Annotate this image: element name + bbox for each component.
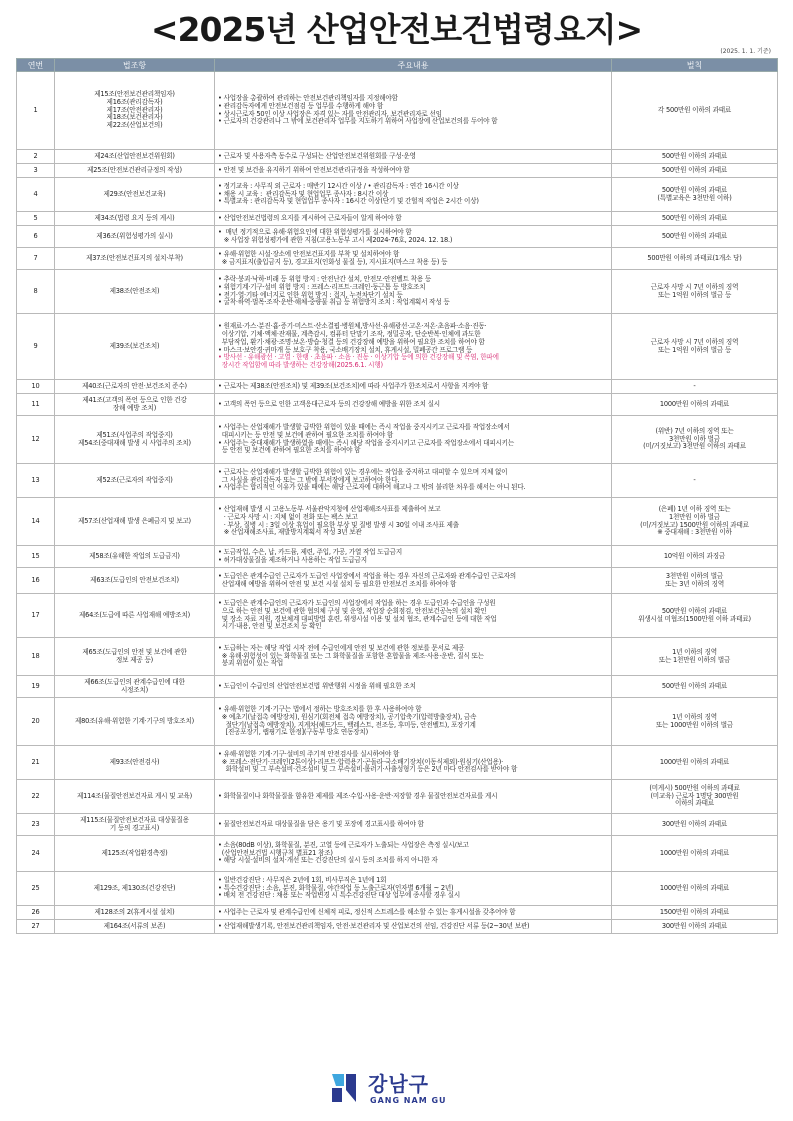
row-number: 7 [17, 248, 55, 270]
penalty [612, 594, 778, 638]
penalty [612, 270, 778, 314]
main-content-line: • 도급인이 수급인의 산업안전보건법 위반행위 시정을 위해 필요한 조치 [218, 681, 416, 690]
main-content-line: • 마스크·보안경·귀마개 등 보호구 착용, 국소배기장치 설치, 휴게시설, 밀폐공간 프로그램 등 [218, 345, 473, 354]
main-content-line: • 방사선 · 유해광선 · 고열 · 한랭 · 초음파 · 소음 · 진동 · 이상기압 등에 의한 건강장해 및 폭염, 한파에 [218, 353, 499, 362]
law-article [55, 836, 215, 872]
law-article [55, 698, 215, 746]
main-content-line: ※ 프레스·전단기·크레인(2톤이상)·리프트·압력용기·곤돌라·국소배기장치(이동식제외)·원심기(산업용)· [218, 757, 504, 766]
penalty [612, 178, 778, 212]
main-content [215, 314, 612, 380]
main-content [215, 836, 612, 872]
row-number: 23 [17, 814, 55, 836]
main-content-line: • 사업주는 산업재해가 발생할 급박한 위험이 있을 때에는 즉시 작업을 중지시키고 근로자를 작업장소에서 [218, 422, 510, 431]
main-content-line: 화학설비 및 그 부속설비·건조설비 및 그 부속설비·롤러기·사출성형기 등은 2년 마다 안전검사를 받아야 함 [218, 765, 518, 774]
law-article [55, 906, 215, 920]
main-content-line: 및 장소 자료 지원, 경보체계 대피방법 훈련, 위생시설 이용 및 설치 협조, 관계수급인 등에 대한 작업 [218, 614, 497, 623]
penalty [612, 638, 778, 676]
law-article [55, 150, 215, 164]
main-content-line: • 원재료·가스·분진·흄·증기·미스트·산소결핍·병원체,방사선·유해광선·고온·저온·초음파·소음·진동· [218, 322, 487, 331]
law-article-line: 시정조치) [120, 685, 149, 694]
main-content [215, 594, 612, 638]
header-penalty: 벌칙 [612, 59, 778, 72]
main-content-line: • 유해·위험한 기계·기구는 법에서 정하는 방호조치를 한 후 사용하여야 함 [218, 704, 422, 713]
row-number: 6 [17, 226, 55, 248]
penalty-line: 1500만원 이하의 과태료 [659, 907, 730, 916]
table-row [17, 394, 778, 416]
law-article-line: 제129조, 제130조(건강진단) [93, 883, 176, 892]
main-content-line: [진공포장기, 랩핑기로 한정](구동부 방호 연동장치) [218, 728, 368, 737]
main-content-line: • 해당 시설·설비의 설치·개선 또는 건강진단의 실시 등의 조치를 하지 아니한 자 [218, 856, 438, 865]
main-content-line: 그 사실을 관리감독자 또는 그 밖에 부서장에게 보고하여야 한다. [218, 475, 400, 484]
gangnam-logo [326, 1064, 466, 1114]
law-article-line: 제52조(근로자의 작업중지) [96, 475, 173, 484]
penalty-line: (위반) 7년 이하의 징역 또는 [655, 426, 734, 435]
table-header-row [17, 59, 778, 72]
law-article-line: 제24조(산업안전보건위원회) [94, 151, 175, 160]
main-content-line: 붕괴 위험이 있는 작업 [218, 659, 284, 668]
penalty-line: 1000만원 이하의 과태료 [659, 848, 730, 857]
main-content [215, 906, 612, 920]
law-article [55, 594, 215, 638]
law-article-line: 제63조(도급인의 안전보건조치) [90, 575, 179, 584]
main-content [215, 746, 612, 780]
main-content-line: • 도급하는 자는 해당 작업 시작 전에 수급인에게 안전 및 보건에 관한 정보를 문서로 제공 [218, 643, 465, 652]
penalty-line: 근로자 사망 시 7년 이하의 징역 [650, 282, 739, 291]
penalty-line: (미교육) 근로자 1명당 300만원 [650, 791, 739, 800]
law-article [55, 638, 215, 676]
row-number: 22 [17, 780, 55, 814]
law-article [55, 780, 215, 814]
law-article-line: 제65조(도급인의 안전 및 보건에 관한 [82, 647, 187, 656]
main-content-line: • 도급인은 관계수급인 근로자가 도급인 사업장에서 작업을 하는 경우 자신의 근로자와 관계수급인 근로자의 [218, 571, 516, 580]
penalty-line: 300만원 이하의 과태료 [661, 819, 728, 828]
main-content-line: · 근로자 사망 시 : 지체 없이 전화 또는 팩스 보고 [218, 512, 358, 521]
penalty-line: 3천만원 이하의 벌금 [665, 571, 724, 580]
penalty [612, 464, 778, 498]
table-row [17, 594, 778, 638]
law-article-line: 제15조(안전보건관리책임자) [94, 90, 175, 99]
main-content-line: 등 안전 및 보건에 관하여 필요한 조치를 하여야 함 [218, 446, 361, 455]
table-row [17, 872, 778, 906]
penalty [612, 836, 778, 872]
table-row [17, 814, 778, 836]
table-row [17, 638, 778, 676]
penalty [612, 498, 778, 546]
row-number: 19 [17, 676, 55, 698]
penalty-line: (특별교육은 3천만원 이하) [657, 193, 732, 202]
main-content [215, 676, 612, 698]
row-number: 2 [17, 150, 55, 164]
law-article-line: 제51조(사업주의 작업중지) [96, 430, 173, 439]
law-article [55, 676, 215, 698]
main-content-line: • 상시근로자 50인 이상 사업장은 자격 있는 자를 안전관리자, 보건관리자로 선임 [218, 109, 442, 118]
table-row [17, 464, 778, 498]
penalty-line: 500만원 이하의 과태료 [661, 231, 728, 240]
law-article-line: 제38조(안전조치) [109, 286, 160, 295]
table-row [17, 746, 778, 780]
main-content-line: • 특별교육 : 관리감독자 및 현업업무 종사자 : 16시간 이상(단기 및 간헐적 작업은 2시간 이상) [218, 197, 479, 206]
table-row [17, 780, 778, 814]
penalty-line: (미/거짓보고) 3천만원 이하의 과태료 [643, 442, 746, 451]
main-content [215, 248, 612, 270]
penalty [612, 698, 778, 746]
main-content-line: • 추락·붕괴·낙하·비래 등 위험 방지 : 안전난간 설치, 안전모·안전벨트 착용 등 [218, 274, 432, 283]
main-content-line: ※ 사업장 위험성평가에 관한 지침(고용노동부 고시 제2024-76호, 2024. 12. 18.) [218, 235, 453, 244]
table-row [17, 270, 778, 314]
law-article [55, 394, 215, 416]
law-article [55, 568, 215, 594]
law-table [16, 58, 778, 934]
main-content-line: • 관리감독자에게 안전보건점검 등 업무를 수행하게 해야 함 [218, 101, 384, 110]
penalty-line: 또는 1억원 이하의 벌금 등 [657, 290, 732, 299]
main-content-line: • 일반건강진단 : 사무직은 2년에 1회, 비사무직은 1년에 1회 [218, 875, 387, 884]
table-row [17, 906, 778, 920]
law-article-line: 제128조의 2(휴게시설 설치) [94, 907, 175, 916]
main-content-line: • 배치 전 건강진단 : 채용 또는 작업변경 시 특수건강진단 대상 업무에 종사할 경우 실시 [218, 891, 461, 900]
penalty-line: 위생시설 미협조(1500만원 이하 과태료) [638, 614, 751, 623]
penalty-line: - [693, 475, 696, 484]
law-article-line: 제64조(도급에 따른 사업재해 예방조치) [79, 610, 190, 619]
header-law: 법조항 [55, 59, 215, 72]
main-content [215, 150, 612, 164]
main-content-line: • 굴착·하역·벌목·조작·운반·해체·중량물 취급 등 위험방지 조치 : 작업계획서 작성 등 [218, 298, 450, 307]
law-article-line: 제114조(물질안전보건자료 게시 및 교육) [77, 791, 192, 800]
main-content-line: • 채용 시 교육 : 관리감독자 및 현업업무 종사자 : 8시간 이상 [218, 189, 389, 198]
penalty-line: 1년 이하의 징역 [672, 647, 717, 656]
logo-subtext: GANG NAM GU [370, 1096, 447, 1105]
main-content [215, 872, 612, 906]
penalty-line: 이하의 과태료 [675, 799, 714, 808]
main-content-line: • 근로자의 건강관리나 그 밖에 보건관리자 업무를 지도하기 위하여 사업장에 산업보건의를 두어야 함 [218, 117, 498, 126]
penalty-line: 500만원 이하의 과태료 [661, 151, 728, 160]
main-content-line: • 산업재해발생기록, 안전보건관리책임자, 안전·보건관리자 및 산업보건의 선임, 건강진단 서류 등(2~30년 보관) [218, 921, 530, 930]
row-number: 17 [17, 594, 55, 638]
penalty [612, 248, 778, 270]
table-row [17, 498, 778, 546]
table-row [17, 416, 778, 464]
law-article [55, 178, 215, 212]
penalty-line: 500만원 이하의 과태료 [661, 606, 728, 615]
penalty [612, 906, 778, 920]
row-number: 13 [17, 464, 55, 498]
main-content [215, 780, 612, 814]
law-article-line: 제80조(유해·위험한 기계·기구의 방호조치) [74, 716, 195, 725]
main-content [215, 498, 612, 546]
table-row [17, 248, 778, 270]
row-number: 21 [17, 746, 55, 780]
penalty-line: - [693, 381, 696, 390]
row-number: 20 [17, 698, 55, 746]
main-content [215, 226, 612, 248]
table-row [17, 568, 778, 594]
main-content-line: • 안전 및 보건을 유지하기 위하여 안전보건관리규정을 작성하여야 함 [218, 165, 410, 174]
law-article [55, 380, 215, 394]
table-row [17, 72, 778, 150]
penalty-line: 근로자 사망 시 7년 이하의 징역 [650, 337, 739, 346]
law-article [55, 872, 215, 906]
law-article-line: 기 등의 경고표시) [109, 823, 160, 832]
law-article [55, 416, 215, 464]
row-number: 24 [17, 836, 55, 872]
main-content-line: • 사업주는 근로자 및 관계수급인에 신체적 피로, 정신적 스트레스를 해소할 수 있는 휴게시설을 갖추어야 함 [218, 907, 516, 916]
law-article [55, 226, 215, 248]
penalty-line: 1000만원 이하의 과태료 [659, 883, 730, 892]
penalty-line: 10억원 이하의 과징금 [663, 551, 726, 560]
penalty-line: ※ 중대재해 : 3천만원 이하 [657, 528, 732, 537]
row-number: 11 [17, 394, 55, 416]
penalty-line: 1천만원 이하 벌금 [669, 512, 720, 521]
law-article-line: 제41조(고객의 폭언 등으로 인한 건강 [82, 395, 187, 404]
penalty-line: 300만원 이하의 과태료 [661, 921, 728, 930]
logo-text: 강남구 [368, 1072, 429, 1096]
main-content-line: • 근로자는 제38조(안전조치) 및 제39조(보건조치)에 따라 사업주가 한조치로서 사항을 지켜야 함 [218, 381, 489, 390]
law-article [55, 814, 215, 836]
law-article-line: 제22조(산업보건의) [106, 121, 163, 130]
law-article [55, 920, 215, 934]
table-row [17, 920, 778, 934]
law-article [55, 270, 215, 314]
main-content-line: ※ 산업재해조사표, 재발방지계획서 작성 3년 보관 [218, 528, 362, 537]
header-main: 주요내용 [215, 59, 612, 72]
main-content [215, 164, 612, 178]
law-article-line: 제29조(안전보건교육) [103, 189, 166, 198]
row-number: 5 [17, 212, 55, 226]
table-body [17, 72, 778, 934]
main-content-line: (산업안전보건법 시행규칙 별표21 참조) [218, 848, 333, 857]
penalty [612, 780, 778, 814]
main-content-line: 이상기압, 기체·액체·잔재물, 계측감시, 컴퓨터 단말기 조작, 정밀공작, 단순반복·인체에 과도한 [218, 329, 481, 338]
row-number: 15 [17, 546, 55, 568]
main-content-line: • 유해·위험한 시설·장소에 안전보건표지를 부착 및 설치하여야 함 [218, 249, 400, 258]
penalty-line: (은폐) 1년 이하 징역 또는 [658, 504, 731, 513]
law-article [55, 248, 215, 270]
table-row [17, 380, 778, 394]
main-content-line: ※ 금지표지(출입금지 등), 경고표지(인화성 물질 등), 지시표지(마스크 착용 등) 등 [218, 257, 448, 266]
penalty [612, 546, 778, 568]
main-content-line: • 사업주는 합리적인 이유가 있을 때에는 해당 근로자에 대하여 해고나 그 밖의 불리한 처우를 해서는 아니 된다. [218, 483, 526, 492]
row-number: 26 [17, 906, 55, 920]
row-number: 12 [17, 416, 55, 464]
main-content [215, 814, 612, 836]
main-content-line: • 도금작업, 수은, 납, 카드뮴, 제련, 주입, 가공, 가열 작업 도급금지 [218, 547, 402, 556]
table-row [17, 178, 778, 212]
main-content [215, 546, 612, 568]
main-content [215, 698, 612, 746]
main-content-line: • 유해·위험한 기계·기구·설비의 주기적 안전검사를 실시하여야 함 [218, 749, 400, 758]
row-number: 18 [17, 638, 55, 676]
main-content [215, 920, 612, 934]
main-content-line: • 도급인은 관계수급인의 근로자가 도급인의 사업장에서 작업을 하는 경우 도급인과 수급인을 구성원 [218, 598, 496, 607]
law-article-line: 제66조(도급인의 관계수급인에 대한 [84, 677, 185, 686]
penalty [612, 746, 778, 780]
penalty [612, 568, 778, 594]
main-content-line: 장시간 작업함에 따라 발생하는 건강장해(2025.6.1. 시행) [218, 361, 383, 370]
penalty-line: 또는 3년 이하의 징역 [664, 579, 725, 588]
penalty-line: 1000만원 이하의 과태료 [659, 757, 730, 766]
penalty-line: 1년 이하의 징역 [672, 712, 717, 721]
law-article-line: 제125조(작업환경측정) [101, 848, 168, 857]
law-article-line: 장해 예방 조치) [112, 403, 157, 412]
law-article-line: 제37조(안전보건표지의 설치·부착) [86, 253, 183, 262]
penalty-line: 3천만원 이하 벌금 [669, 434, 720, 443]
footer [0, 1064, 793, 1114]
penalty-line: 1000만원 이하의 과태료 [659, 399, 730, 408]
law-article-line: 정보 제공 등) [115, 655, 153, 664]
penalty [612, 394, 778, 416]
law-article-line: 제16조(관리감독자) [106, 97, 163, 106]
penalty [612, 920, 778, 934]
law-article-line: 제54조(중대재해 발생 시 사업주의 조치) [78, 438, 191, 447]
main-content [215, 568, 612, 594]
main-content-line: 절단기(날접촉 예방장치), 지게차(헤드가드, 백레스트, 전조등, 후미등, 안전벨트), 포장기계 [218, 720, 476, 729]
law-article-line: 제36조(위험성평가의 실시) [96, 231, 173, 240]
penalty [612, 212, 778, 226]
row-number: 27 [17, 920, 55, 934]
table-row [17, 226, 778, 248]
main-content-line: 시기·내용, 안전 및 보건조치 등 확인 [218, 622, 322, 631]
main-content-line: • 사업주는 중대재해가 발생하였을 때에는 즉시 해당 작업을 중지시키고 근로자를 작업장소에서 대피시키는 [218, 438, 515, 447]
law-article-line: 제34조(법령 요지 등의 게시) [94, 213, 175, 222]
main-content [215, 212, 612, 226]
table-row [17, 314, 778, 380]
law-article-line: 제39조(보건조치) [109, 341, 160, 350]
main-content [215, 638, 612, 676]
main-content [215, 416, 612, 464]
main-content-line: • 물질안전보건자료 대상물질을 담은 용기 및 포장에 경고표시를 하여야 함 [218, 819, 424, 828]
penalty-line: 500만원 이하의 과태료 [661, 165, 728, 174]
penalty [612, 380, 778, 394]
penalty-line: 또는 1000만원 이하의 벌금 [655, 720, 734, 729]
penalty-line: 500만원 이하의 과태료 [661, 681, 728, 690]
law-article [55, 498, 215, 546]
penalty [612, 72, 778, 150]
law-article-line: 제93조(안전검사) [109, 757, 160, 766]
main-content-line: • 산업재해 발생 시 고용노동부 서울관악지청에 산업재해조사표를 제출하여 보고 [218, 504, 441, 513]
row-number: 25 [17, 872, 55, 906]
main-content-line: • 소음(80dB 이상), 화학물질, 분진, 고열 등에 근로자가 노출되는 사업장은 측정 실시/보고 [218, 840, 469, 849]
row-number: 8 [17, 270, 55, 314]
row-number: 3 [17, 164, 55, 178]
row-number: 4 [17, 178, 55, 212]
main-content [215, 270, 612, 314]
main-content-line: 으로 하는 안전 및 보건에 관한 협의체 구성 및 운영, 작업장 순회점검, 안전보건공녹의 설치 확인 [218, 606, 487, 615]
table-row [17, 546, 778, 568]
row-number: 16 [17, 568, 55, 594]
main-content-line: ※ 예초기(날접촉 예방장치), 원심기(회전체 접촉 예방장치), 공기압축기(압력방출장치), 금속 [218, 712, 477, 721]
main-content-line: · 부상, 질병 시 : 3일 이상 휴업이 필요한 부상 및 질병 발생 시 30일 이내 조사표 제출 [218, 520, 459, 529]
law-article-line: 제164조(서류의 보존) [103, 921, 166, 930]
main-content-line: • 매년 정기적으로 유해·위험요인에 대한 위험성평가를 실시하여야 함 [218, 227, 412, 236]
main-content-line: • 근로자 및 사용자측 동수로 구성되는 산업안전보건위원회를 구성·운영 [218, 151, 416, 160]
penalty [612, 814, 778, 836]
main-content-line: • 화학물질이나 화학물질을 함유한 제제를 제조·수입·사용·운반·저장할 경우 물질안전보건자료를 게시 [218, 791, 498, 800]
main-content-line: • 허가대상물질을 제조하거나 사용하는 작업 도급금지 [218, 555, 367, 564]
main-content-line: ※ 유해·위험성이 있는 화학물질 또는 그 화학물질을 포함한 혼합물을 제조·사용·운반, 질식 또는 [218, 651, 484, 660]
main-content-line: • 전기·열·기타 에너지로 인한 위험 방지 : 접지, 누전차단기 설치 등 [218, 290, 403, 299]
law-article [55, 746, 215, 780]
law-article [55, 72, 215, 150]
row-number: 9 [17, 314, 55, 380]
main-content-line: • 위험기계·기구·설비 위험 방지 : 프레스·리프트·크레인·둥근톱 등 방호조치 [218, 282, 426, 291]
main-content-line: • 근로자는 산업재해가 발생할 급박한 위험이 있는 경우에는 작업을 중지하고 대피할 수 있으며 지체 없이 [218, 467, 508, 476]
main-content [215, 464, 612, 498]
main-content [215, 72, 612, 150]
law-article [55, 546, 215, 568]
row-number: 14 [17, 498, 55, 546]
penalty [612, 226, 778, 248]
header-no: 연번 [17, 59, 55, 72]
law-article-line: 제115조(물질안전보건자료 대상물질용 [80, 815, 189, 824]
law-article-line: 제58조(유해한 작업의 도급금지) [89, 551, 180, 560]
penalty-line: (미/거짓보고) 1500만원 이하의 과태료 [640, 520, 749, 529]
law-article-line: 제57조(산업재해 발생 은폐금지 및 보고) [78, 516, 191, 525]
main-content [215, 380, 612, 394]
penalty [612, 164, 778, 178]
penalty-line: 500만원 이하의 과태료 [661, 213, 728, 222]
penalty-line: (미게시) 500만원 이하의 과태료 [649, 783, 740, 792]
main-content [215, 394, 612, 416]
law-article [55, 314, 215, 380]
basis-date: (2025. 1. 1. 기준) [720, 48, 771, 55]
penalty [612, 676, 778, 698]
table-row [17, 698, 778, 746]
table-row [17, 164, 778, 178]
main-content-line: • 산업안전보건법령의 요지를 게시하여 근로자들이 알게 하여야 함 [218, 213, 402, 222]
law-article [55, 212, 215, 226]
page-title: <2025년 산업안전보건법령요지> [150, 10, 643, 49]
table-row [17, 212, 778, 226]
table-row [17, 150, 778, 164]
law-article-line: 제17조(안전관리자) [106, 105, 163, 114]
main-content-line: • 사업장을 총괄하여 관리하는 안전보건관리책임자를 지정해야함 [218, 93, 398, 102]
law-article [55, 464, 215, 498]
main-content-line: 부담작업, 환기·채광·조명·보온·방습·청결 등의 건강장해 예방을 위하여 필요한 조치를 하여야 함 [218, 337, 485, 346]
penalty-line: 각 500만원 이하의 과태료 [657, 105, 732, 114]
penalty-line: 500만원 이하의 과태료(1개소 당) [647, 253, 742, 262]
penalty-line: 500만원 이하의 과태료 [661, 185, 728, 194]
penalty [612, 314, 778, 380]
table-row [17, 836, 778, 872]
penalty [612, 872, 778, 906]
law-article-line: 제18조(보건관리자) [106, 113, 163, 122]
main-content [215, 178, 612, 212]
main-content-line: • 고객의 폭언 등으로 인한 고객응대근로자 등의 건강장해 예방을 위한 조치 실시 [218, 399, 440, 408]
law-article-line: 제25조(안전보건관리규정의 작성) [87, 165, 182, 174]
main-content-line: • 특수건강진단 : 소음, 분진, 화학물질, 야간작업 등 노출근로자(인자별 6개월 ~ 2년) [218, 883, 454, 892]
penalty [612, 150, 778, 164]
main-content-line: 대피시키는 등 안전 및 보건에 관하여 필요한 조치를 하여야 함 [218, 430, 394, 439]
gangnam-emblem-icon [326, 1070, 362, 1106]
main-content-line: • 정기교육 : 사무직 외 근로자 : 매반기 12시간 이상 / • 관리감독자 : 연간 16시간 이상 [218, 181, 459, 190]
main-content-line: 산업재해 예방을 위하여 안전 및 보건 시설 설치 등 필요한 안전보건 조치를 하여야 함 [218, 579, 457, 588]
penalty-line: 또는 1천만원 이하의 벌금 [658, 655, 731, 664]
row-number: 10 [17, 380, 55, 394]
penalty [612, 416, 778, 464]
law-article [55, 164, 215, 178]
row-number: 1 [17, 72, 55, 150]
law-article-line: 제40조(근로자의 안전·보건조치 준수) [82, 381, 187, 390]
penalty-line: 또는 1억원 이하의 벌금 등 [657, 345, 732, 354]
table-row [17, 676, 778, 698]
